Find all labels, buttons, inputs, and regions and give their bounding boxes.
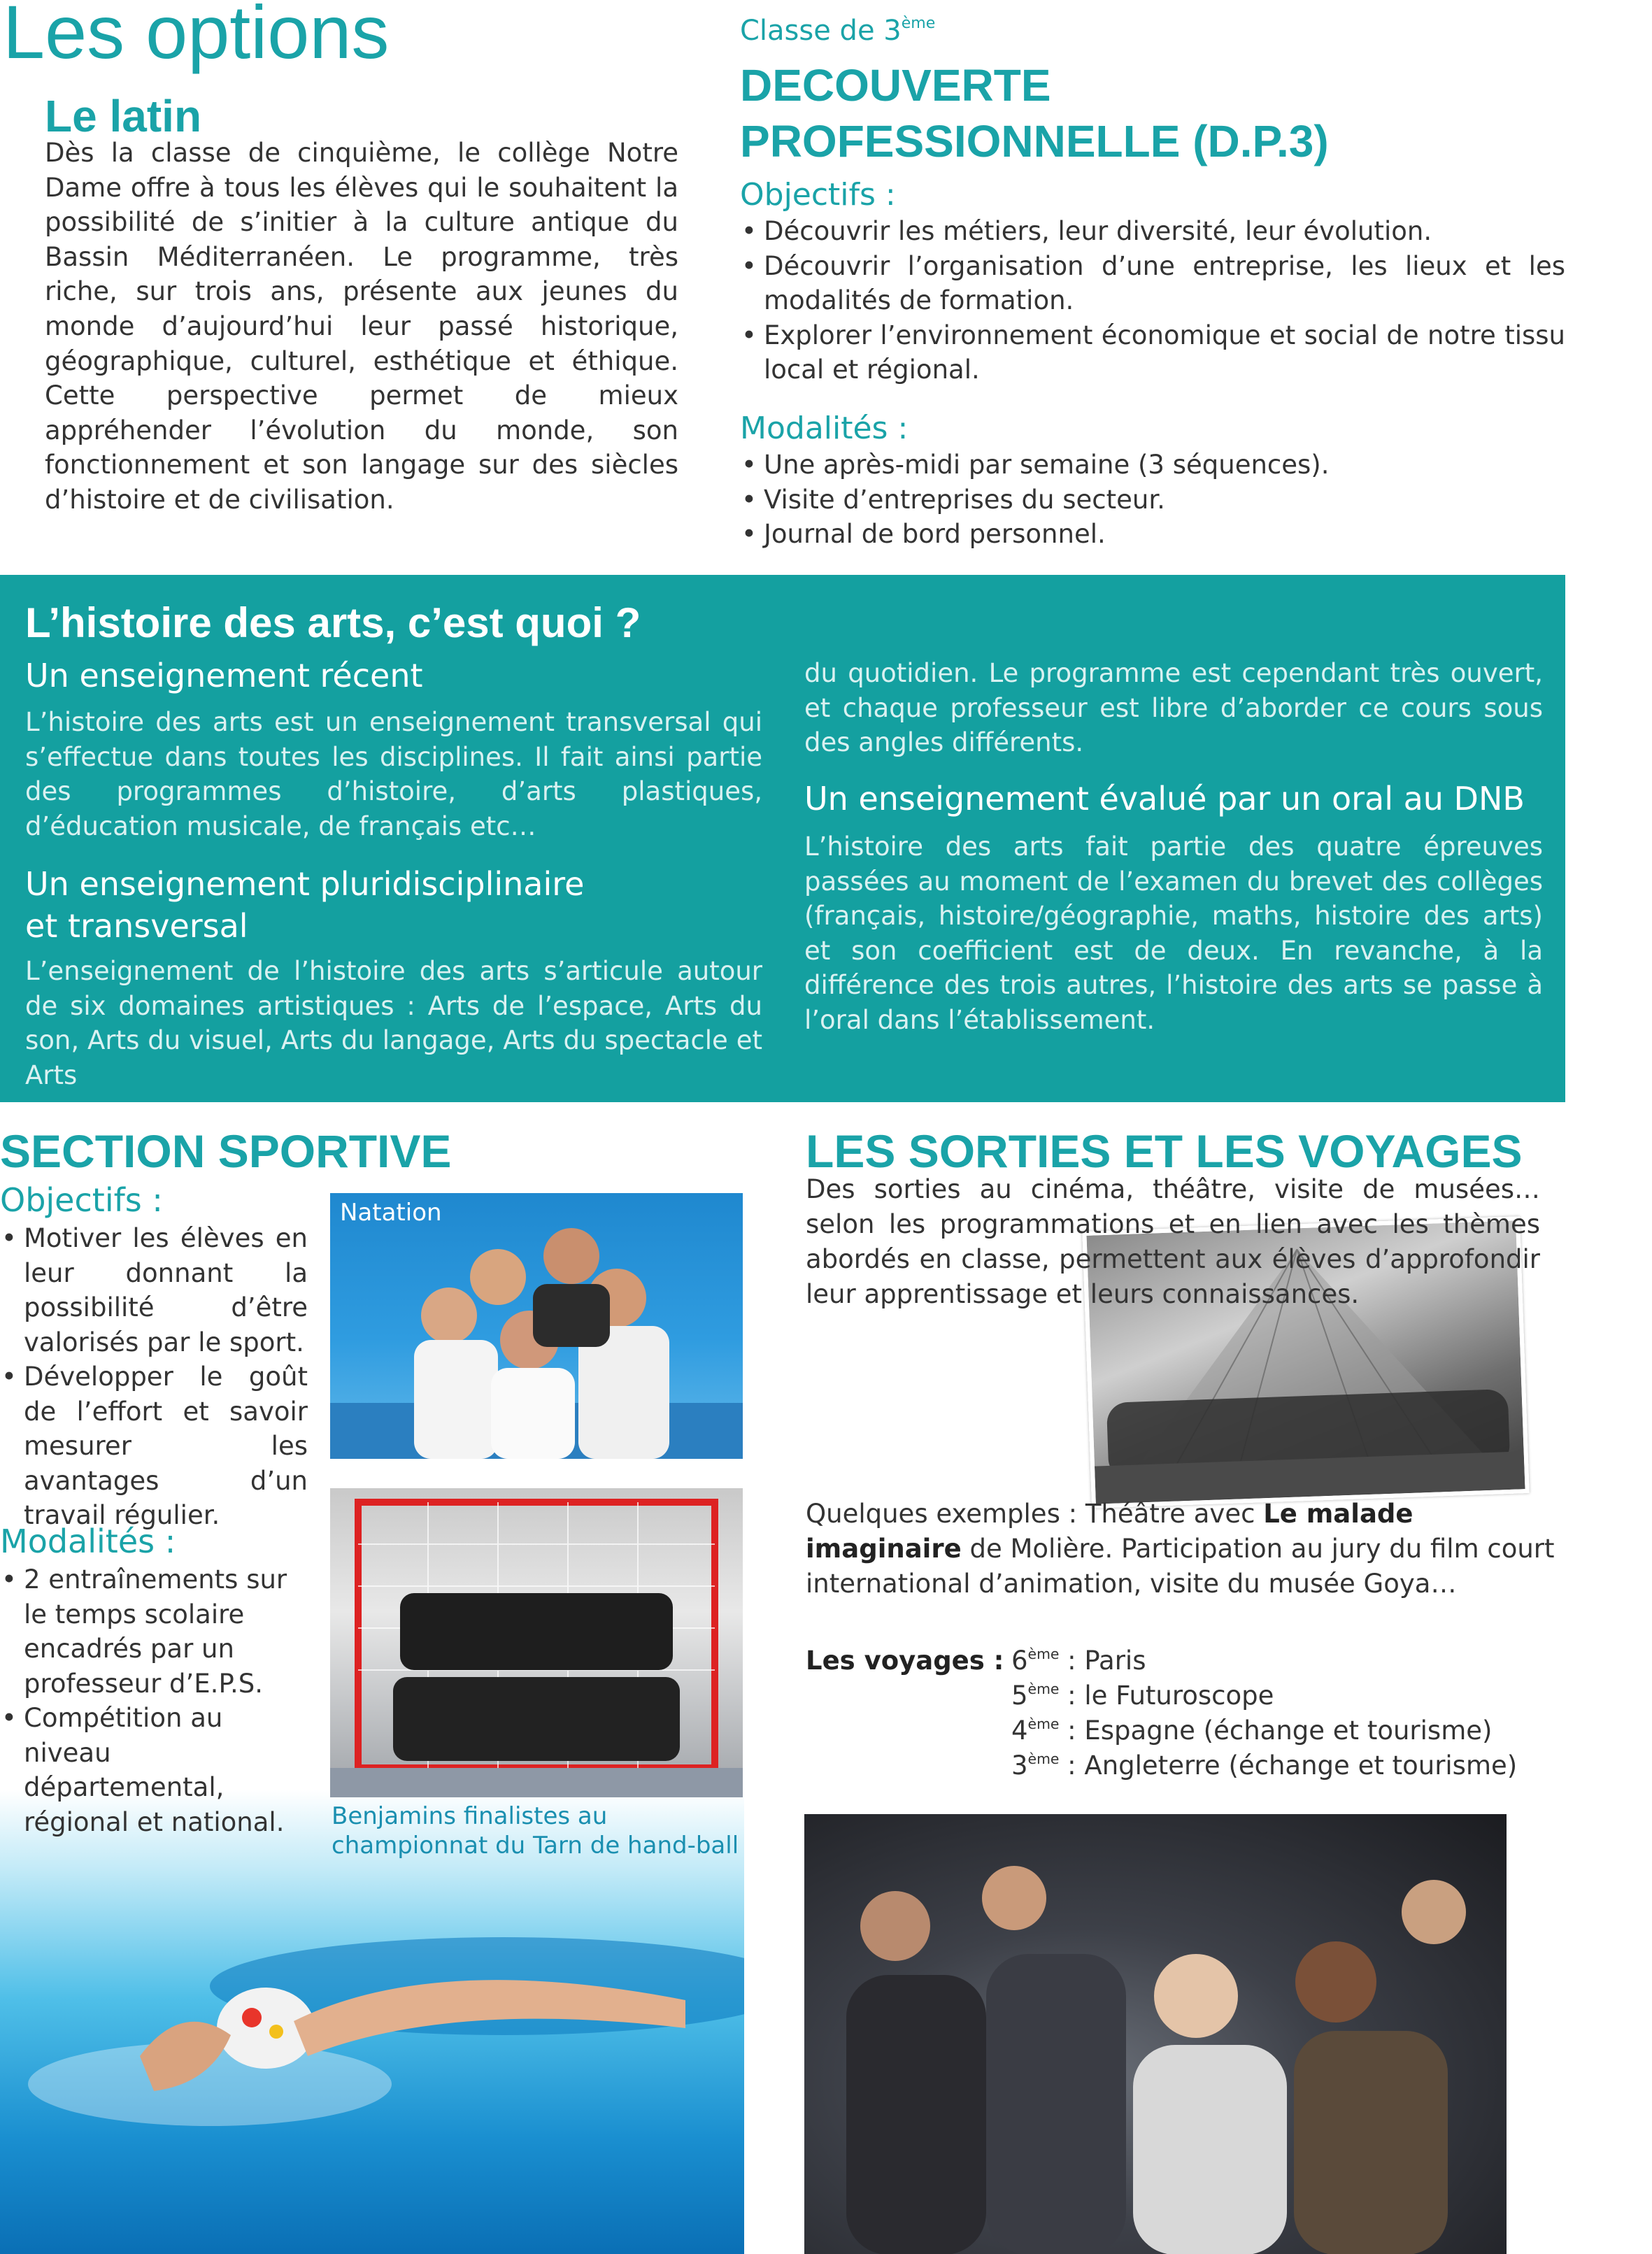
arts-text2: L’enseignement de l’histoire des arts s’articule autour de six domaines artistiques : Arts de l’espace, Arts du son, Arts du visuel, Arts du langage, Arts du spectacle et Arts	[25, 956, 762, 1090]
crowd-illustration	[804, 1814, 1507, 2254]
sport-objectifs-list	[0, 1221, 308, 1533]
sport-modalites-label: Modalités :	[0, 1522, 176, 1560]
sorties-examples: Quelques exemples : Théâtre avec Le malade imaginaire de Molière. Participation au jury du film court international d’animation, visite du musée Goya…	[806, 1499, 1555, 1599]
voyages-list	[1011, 1643, 1543, 1783]
page-title: Les options	[3, 0, 390, 74]
latin-title: Le latin	[45, 91, 202, 141]
arts-title: L’histoire des arts, c’est quoi ?	[25, 599, 641, 646]
arts-sub1: Un enseignement récent	[25, 657, 423, 694]
list-item: • Visite d’entreprises du secteur.	[740, 483, 1565, 518]
natation-team-illustration	[330, 1193, 743, 1459]
list-item: • Explorer l’environnement économique et social de notre tissu local et régional.	[740, 318, 1565, 387]
list-item: 5ème : le Futuroscope	[1011, 1680, 1274, 1711]
arts-sub2: Un enseignement pluridisciplinaire et transversal	[25, 865, 585, 945]
dp3-class-label: Classe de 3ème	[740, 15, 936, 47]
natation-photo	[330, 1193, 743, 1459]
dp3-objectifs-list	[740, 214, 1565, 387]
list-item: • Journal de bord personnel.	[740, 517, 1565, 552]
voyages-label: Les voyages :	[806, 1646, 1004, 1676]
dp3-modalites-list	[740, 448, 1565, 552]
latin-text: Dès la classe de cinquième, le collège Notre Dame offre à tous les élèves qui le souhaitent la possibilité de s’initier à la culture antique du Bassin Méditerranéen. Le programme, très riche, sur trois ans, présente aux jeunes du monde d’aujourd’hui leur passé historique, géographique, culturel, esthétique et éthique. Cette perspective permet de mieux appréhender l’évolution du monde, son fonctionnement et son langage sur des siècles d’histoire et de civilisation.	[45, 138, 678, 515]
handball-caption: Benjamins finalistes au championnat du Tarn de hand-ball	[332, 1802, 739, 1860]
arts-text2-cont: du quotidien. Le programme est cependant très ouvert, et chaque professeur est libre d’aborder ce cours sous des angles différents.	[804, 658, 1543, 757]
sport-title: SECTION SPORTIVE	[0, 1125, 452, 1177]
sorties-intro: Des sorties au cinéma, théâtre, visite de musées… selon les programmations et en lien avec les thèmes abordés en classe, permettent aux élèves d’approfondir leur apprentissage et leurs connaissances.	[806, 1174, 1540, 1309]
list-item: 4ème : Espagne (échange et tourisme)	[1011, 1715, 1493, 1746]
list-item: • Découvrir l’organisation d’une entreprise, les lieux et les modalités de formation.	[740, 249, 1565, 318]
list-item: • Compétition au niveau départemental, régional et national.	[0, 1701, 308, 1839]
handball-team-illustration	[330, 1488, 743, 1797]
arts-sub3: Un enseignement évalué par un oral au DNB	[804, 780, 1525, 818]
sport-objectifs-label: Objectifs :	[0, 1181, 163, 1219]
natation-caption: Natation	[340, 1199, 442, 1227]
list-item: • 2 entraînements sur le temps scolaire encadrés par un professeur d’E.P.S.	[0, 1562, 308, 1701]
list-item: • Motiver les élèves en leur donnant la possibilité d’être valorisés par le sport.	[0, 1221, 308, 1360]
dp3-title: DECOUVERTE PROFESSIONNELLE (D.P.3)	[740, 60, 1329, 166]
dp3-modalites-label: Modalités :	[740, 411, 909, 446]
sorties-title: LES SORTIES ET LES VOYAGES	[806, 1125, 1523, 1177]
dp3-objectifs-label: Objectifs :	[740, 177, 896, 213]
list-item: • Une après-midi par semaine (3 séquences).	[740, 448, 1565, 483]
sport-modalites-list	[0, 1562, 308, 1839]
list-item: 6ème : Paris	[1011, 1645, 1146, 1676]
list-item: 3ème : Angleterre (échange et tourisme)	[1011, 1750, 1518, 1781]
arts-text1: L’histoire des arts est un enseignement transversal qui s’effectue dans toutes les disciplines. Il fait ainsi partie des programmes d’histoire, d’arts plastiques, d’éducation musicale, de français etc…	[25, 707, 762, 841]
handball-photo	[330, 1488, 743, 1797]
crowd-photo	[804, 1814, 1507, 2254]
list-item: • Développer le goût de l’effort et savoir mesurer les avantages d’un travail régulier.	[0, 1360, 308, 1533]
arts-text3: L’histoire des arts fait partie des quatre épreuves passées au moment de l’examen du brevet des collèges (français, histoire/géographie, maths, histoire des arts) et son coefficient est de deux. En revanche, à la différence des trois autres, l’histoire des arts se passe à l’oral dans l’établissement.	[804, 832, 1543, 1035]
list-item: • Découvrir les métiers, leur diversité, leur évolution.	[740, 214, 1565, 249]
